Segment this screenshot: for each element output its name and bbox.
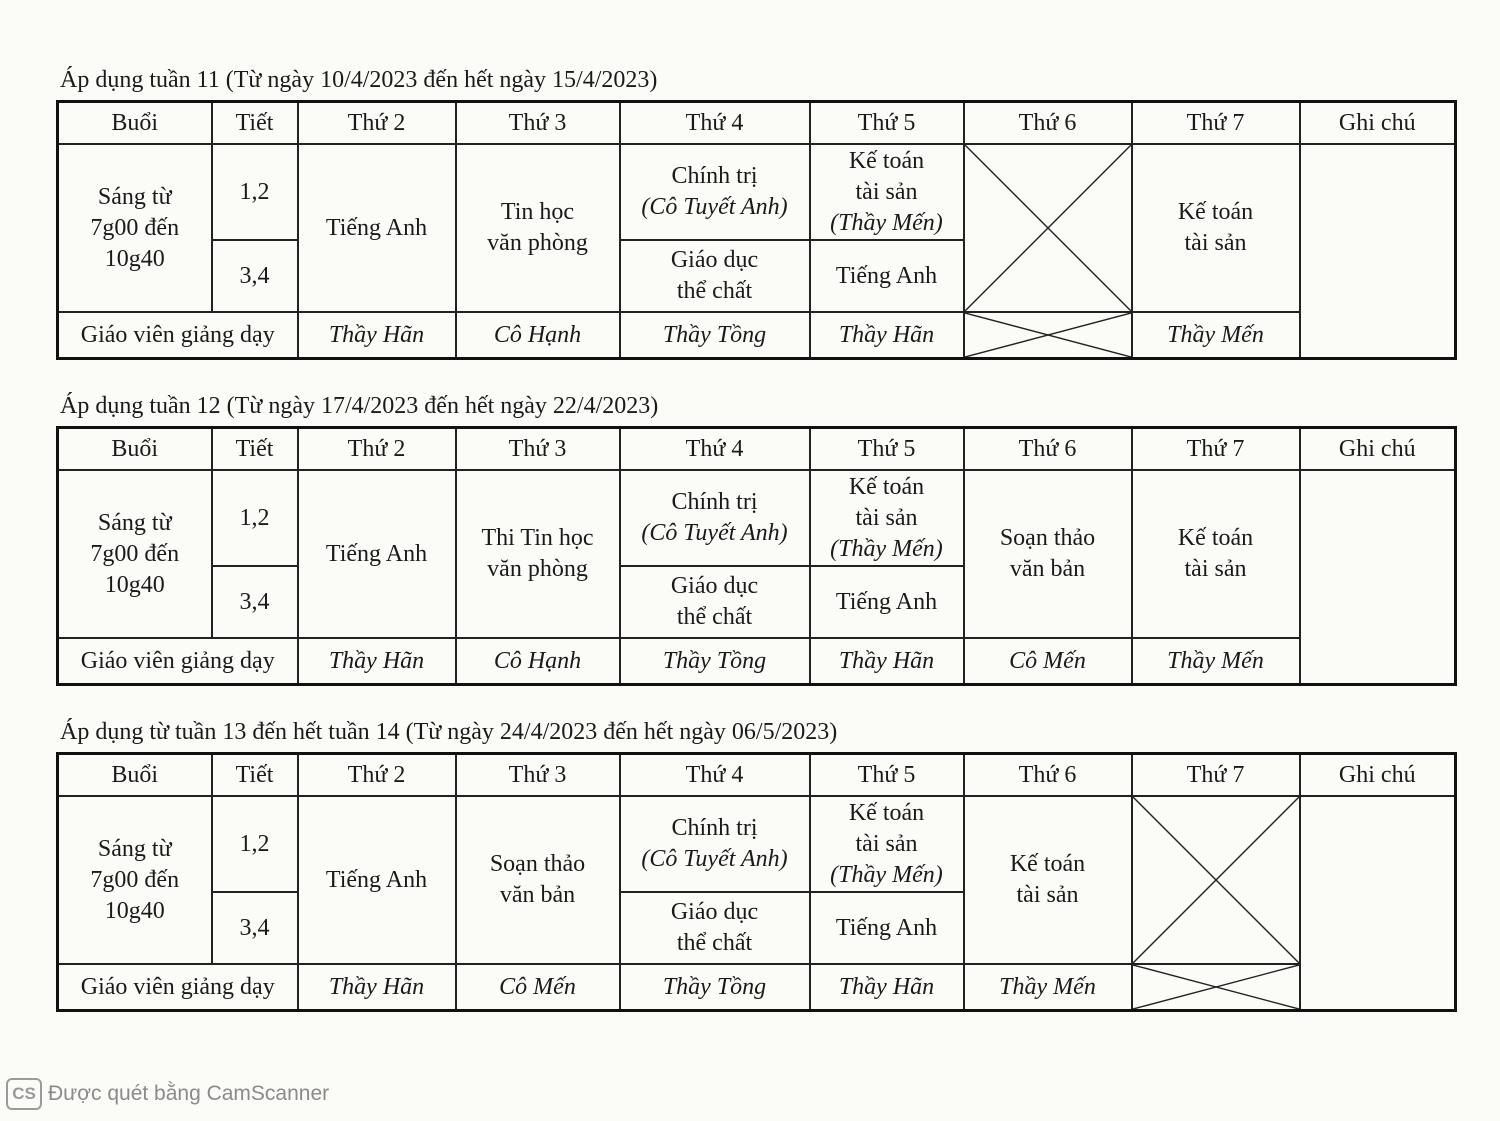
subject-line: tài sản <box>855 504 918 531</box>
thu-6-empty-cross <box>964 144 1132 312</box>
subject-line: Chính trị <box>671 815 758 841</box>
cross-mark-icon <box>1133 965 1299 1009</box>
header-thu-3: Thứ 3 <box>456 754 620 797</box>
thu-5-teacher: Thầy Hãn <box>810 964 964 1011</box>
cross-mark-icon <box>965 145 1131 311</box>
subject-line: Tin học <box>500 199 575 225</box>
cross-mark-icon <box>965 313 1131 357</box>
period-1-2: 1,2 <box>212 470 298 566</box>
teacher-row-label: Giáo viên giảng dạy <box>58 638 298 685</box>
thu-6-subject <box>964 796 1132 964</box>
header-thu-6: Thứ 6 <box>964 102 1132 145</box>
subject-line: Kế toán <box>848 473 925 500</box>
subject-teacher: (Cô Tuyết Anh) <box>641 520 788 546</box>
subject-line: tài sản <box>1016 882 1079 908</box>
header-thu-4: Thứ 4 <box>620 428 810 471</box>
teacher-row-label: Giáo viên giảng dạy <box>58 964 298 1011</box>
thu-5-subject-a <box>810 470 964 566</box>
header-tiet: Tiết <box>212 102 298 145</box>
schedule-week-11 <box>56 64 1454 360</box>
subject-line: văn phòng <box>487 556 588 582</box>
session-line: 7g00 đến <box>90 540 180 567</box>
camscanner-watermark <box>6 1078 329 1110</box>
subject-line: Soạn thảo <box>489 851 586 877</box>
ghi-chu-cell <box>1300 470 1456 685</box>
thu-4-subject-a <box>620 796 810 892</box>
thu-4-teacher: Thầy Tồng <box>620 638 810 685</box>
header-thu-3: Thứ 3 <box>456 102 620 145</box>
thu-5-teacher: Thầy Hãn <box>810 638 964 685</box>
thu-5-subject-a <box>810 796 964 892</box>
period-3-4: 3,4 <box>212 240 298 312</box>
header-thu-2: Thứ 2 <box>298 428 456 471</box>
subject-line: thể chất <box>676 604 753 630</box>
thu-3-teacher: Cô Hạnh <box>456 638 620 685</box>
watermark-text: Được quét bằng CamScanner <box>48 1082 330 1105</box>
thu-4-subject-a <box>620 470 810 566</box>
ghi-chu-cell <box>1300 796 1456 1011</box>
header-thu-7: Thứ 7 <box>1132 102 1300 145</box>
subject-line: Chính trị <box>671 489 758 515</box>
thu-4-subject-b <box>620 892 810 964</box>
subject-line: Thi Tin học <box>481 525 594 551</box>
header-thu-3: Thứ 3 <box>456 428 620 471</box>
thu-3-subject <box>456 796 620 964</box>
thu-3-teacher: Cô Mến <box>456 964 620 1011</box>
subject-line: Giáo dục <box>670 247 759 273</box>
header-thu-6: Thứ 6 <box>964 754 1132 797</box>
subject-line: Kế toán <box>1177 525 1254 551</box>
session-line: 7g00 đến <box>90 866 180 893</box>
thu-6-teacher: Cô Mến <box>964 638 1132 685</box>
subject-teacher: (Thầy Mến) <box>830 535 943 562</box>
thu-4-teacher: Thầy Tồng <box>620 312 810 359</box>
subject-teacher: (Cô Tuyết Anh) <box>641 846 788 872</box>
thu-7-teacher: Thầy Mến <box>1132 638 1300 685</box>
thu-2-teacher: Thầy Hãn <box>298 312 456 359</box>
subject-line: tài sản <box>855 830 918 857</box>
thu-2-subject: Tiếng Anh <box>298 144 456 312</box>
header-buoi: Buổi <box>58 428 212 471</box>
thu-4-subject-a <box>620 144 810 240</box>
thu-2-teacher: Thầy Hãn <box>298 964 456 1011</box>
schedule-title: Áp dụng tuần 11 (Từ ngày 10/4/2023 đến hết ngày 15/4/2023) <box>60 67 658 93</box>
session-line: Sáng từ <box>97 509 172 536</box>
session-line: 10g40 <box>104 571 165 598</box>
thu-5-teacher: Thầy Hãn <box>810 312 964 359</box>
thu-6-teacher: Thầy Mến <box>964 964 1132 1011</box>
schedule-week-12 <box>56 390 1454 686</box>
header-ghi-chu: Ghi chú <box>1300 102 1456 145</box>
subject-line: Chính trị <box>671 163 758 189</box>
thu-3-subject <box>456 470 620 638</box>
header-thu-4: Thứ 4 <box>620 102 810 145</box>
thu-7-empty-cross <box>1132 796 1300 964</box>
thu-5-subject-a <box>810 144 964 240</box>
subject-line: Kế toán <box>848 799 925 826</box>
header-thu-4: Thứ 4 <box>620 754 810 797</box>
header-thu-5: Thứ 5 <box>810 102 964 145</box>
thu-5-subject-b: Tiếng Anh <box>810 240 964 312</box>
schedule-table <box>56 752 1457 1012</box>
header-thu-6: Thứ 6 <box>964 428 1132 471</box>
schedule-title: Áp dụng từ tuần 13 đến hết tuần 14 (Từ ngày 24/4/2023 đến hết ngày 06/5/2023) <box>60 719 838 745</box>
thu-6-teacher-cross <box>964 312 1132 359</box>
subject-line: tài sản <box>1184 230 1247 256</box>
period-3-4: 3,4 <box>212 566 298 638</box>
thu-7-teacher: Thầy Mến <box>1132 312 1300 359</box>
session-line: Sáng từ <box>97 183 172 210</box>
header-tiet: Tiết <box>212 754 298 797</box>
subject-line: Kế toán <box>1009 851 1086 877</box>
subject-line: văn bản <box>499 882 576 908</box>
subject-line: văn bản <box>1009 556 1086 582</box>
period-1-2: 1,2 <box>212 144 298 240</box>
header-buoi: Buổi <box>58 102 212 145</box>
camscanner-logo-icon: CS <box>6 1078 42 1110</box>
period-1-2: 1,2 <box>212 796 298 892</box>
subject-teacher: (Thầy Mến) <box>830 209 943 236</box>
schedule-week-13-14 <box>56 716 1454 1012</box>
thu-7-subject <box>1132 470 1300 638</box>
thu-7-subject <box>1132 144 1300 312</box>
subject-line: Soạn thảo <box>999 525 1096 551</box>
session-line: 10g40 <box>104 897 165 924</box>
subject-teacher: (Thầy Mến) <box>830 861 943 888</box>
thu-5-subject-b: Tiếng Anh <box>810 566 964 638</box>
subject-line: thể chất <box>676 930 753 956</box>
thu-2-subject: Tiếng Anh <box>298 796 456 964</box>
thu-5-subject-b: Tiếng Anh <box>810 892 964 964</box>
subject-line: Giáo dục <box>670 573 759 599</box>
session-line: 10g40 <box>104 245 165 272</box>
cross-mark-icon <box>1133 797 1299 963</box>
subject-line: tài sản <box>1184 556 1247 582</box>
schedule-table <box>56 426 1457 686</box>
schedule-title: Áp dụng tuần 12 (Từ ngày 17/4/2023 đến hết ngày 22/4/2023) <box>60 393 659 419</box>
header-ghi-chu: Ghi chú <box>1300 428 1456 471</box>
session-line: Sáng từ <box>97 835 172 862</box>
header-ghi-chu: Ghi chú <box>1300 754 1456 797</box>
subject-line: Giáo dục <box>670 899 759 925</box>
session-line: 7g00 đến <box>90 214 180 241</box>
thu-7-teacher-cross <box>1132 964 1300 1011</box>
header-thu-5: Thứ 5 <box>810 428 964 471</box>
subject-line: thể chất <box>676 278 753 304</box>
subject-line: văn phòng <box>487 230 588 256</box>
thu-4-subject-b <box>620 240 810 312</box>
thu-3-subject <box>456 144 620 312</box>
header-thu-2: Thứ 2 <box>298 102 456 145</box>
thu-6-subject <box>964 470 1132 638</box>
session-cell <box>58 144 212 312</box>
subject-line: tài sản <box>855 178 918 205</box>
ghi-chu-cell <box>1300 144 1456 359</box>
header-thu-5: Thứ 5 <box>810 754 964 797</box>
teacher-row-label: Giáo viên giảng dạy <box>58 312 298 359</box>
session-cell <box>58 470 212 638</box>
subject-line: Kế toán <box>1177 199 1254 225</box>
subject-teacher: (Cô Tuyết Anh) <box>641 194 788 220</box>
thu-4-teacher: Thầy Tồng <box>620 964 810 1011</box>
header-thu-7: Thứ 7 <box>1132 754 1300 797</box>
subject-line: Kế toán <box>848 147 925 174</box>
thu-2-teacher: Thầy Hãn <box>298 638 456 685</box>
thu-3-teacher: Cô Hạnh <box>456 312 620 359</box>
header-thu-2: Thứ 2 <box>298 754 456 797</box>
header-buoi: Buổi <box>58 754 212 797</box>
thu-2-subject: Tiếng Anh <box>298 470 456 638</box>
header-thu-7: Thứ 7 <box>1132 428 1300 471</box>
session-cell <box>58 796 212 964</box>
thu-4-subject-b <box>620 566 810 638</box>
period-3-4: 3,4 <box>212 892 298 964</box>
header-tiet: Tiết <box>212 428 298 471</box>
schedule-table <box>56 100 1457 360</box>
